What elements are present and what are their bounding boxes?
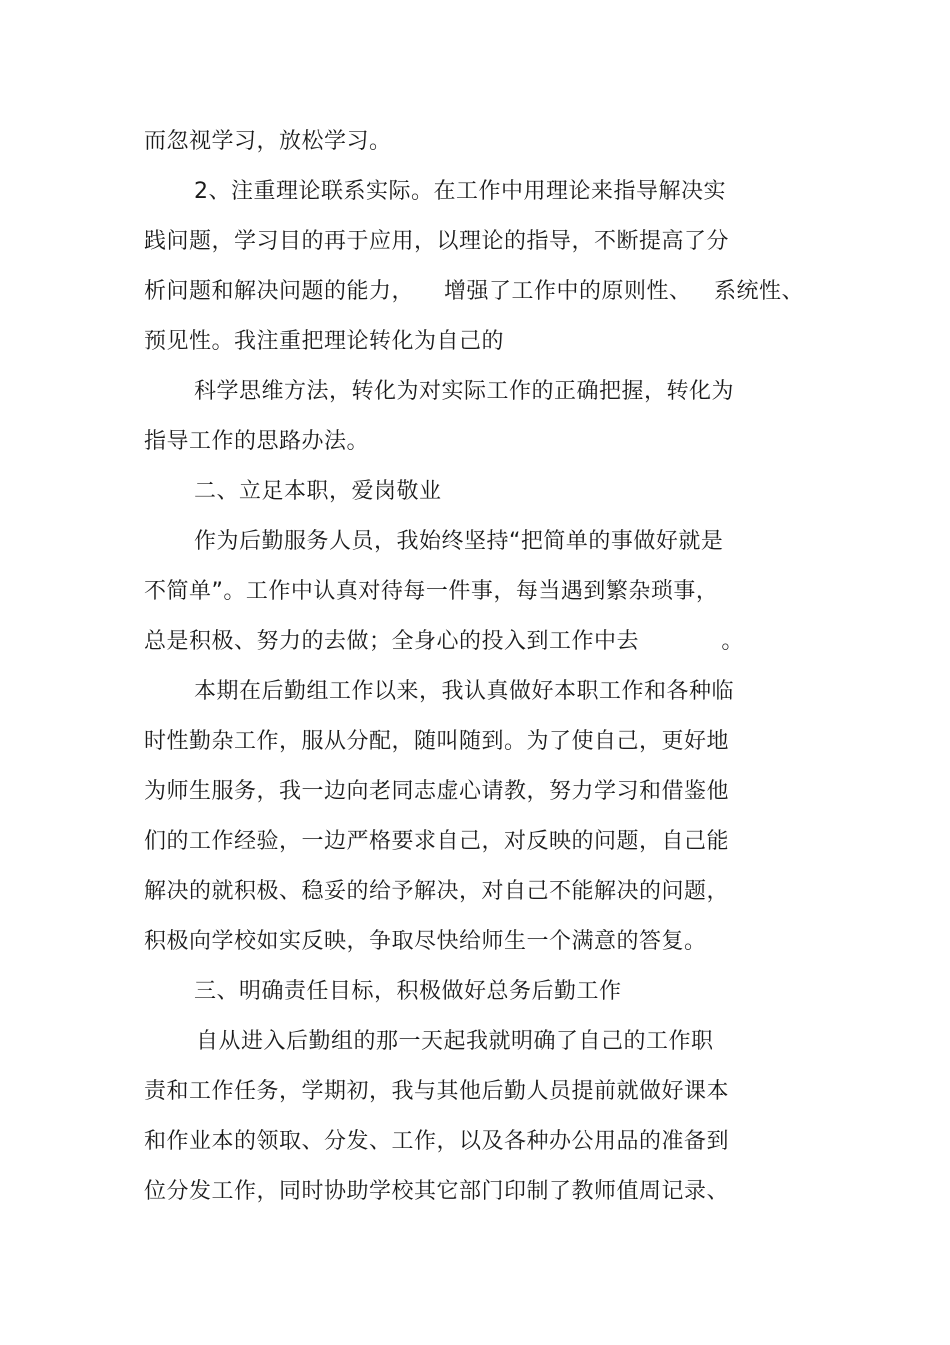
text-line: 预见性。我注重把理论转化为自己的 xyxy=(144,329,505,354)
text-line: 总是积极、努力的去做；全身心的投入到工作中去 。 xyxy=(144,629,744,654)
text-line: 责和工作任务，学期初，我与其他后勤人员提前就做好课本 xyxy=(144,1079,730,1104)
section-heading: 三、明确责任目标，积极做好总务后勤工作 xyxy=(194,979,622,1004)
text-line: 践问题，学习目的再于应用，以理论的指导，不断提高了分 xyxy=(144,229,730,254)
text-line: 不简单”。工作中认真对待每一件事，每当遇到繁杂琐事， xyxy=(144,579,719,604)
section-heading: 二、立足本职，爱岗敬业 xyxy=(194,479,442,504)
text-line: 和作业本的领取、分发、工作，以及各种办公用品的准备到 xyxy=(144,1129,730,1154)
text-line: 积极向学校如实反映，争取尽快给师生一个满意的答复。 xyxy=(144,929,707,954)
text-line: 时性勤杂工作，服从分配，随叫随到。为了使自己，更好地 xyxy=(144,729,730,754)
text-line: 析问题和解决问题的能力， 增强了工作中的原则性、 系统性、 xyxy=(144,279,804,304)
text-line: 2、注重理论联系实际。在工作中用理论来指导解决实 xyxy=(194,179,726,204)
text-line: 作为后勤服务人员，我始终坚持“把简单的事做好就是 xyxy=(194,529,724,554)
text-line: 位分发工作，同时协助学校其它部门印制了教师值周记录、 xyxy=(144,1179,730,1204)
text-line: 指导工作的思路办法。 xyxy=(144,429,370,454)
text-line: 们的工作经验，一边严格要求自己，对反映的问题，自己能 xyxy=(144,829,730,854)
text-line: 科学思维方法，转化为对实际工作的正确把握，转化为 xyxy=(194,379,735,404)
text-line: 本期在后勤组工作以来，我认真做好本职工作和各种临 xyxy=(194,679,735,704)
text-line: 解决的就积极、稳妥的给予解决，对自己不能解决的问题， xyxy=(144,879,730,904)
text-line: 而忽视学习，放松学习。 xyxy=(144,129,392,154)
text-line: 自从进入后勤组的那一天起我就明确了自己的工作职 xyxy=(196,1029,714,1054)
text-line: 为师生服务，我一边向老同志虚心请教，努力学习和借鉴他 xyxy=(144,779,730,804)
